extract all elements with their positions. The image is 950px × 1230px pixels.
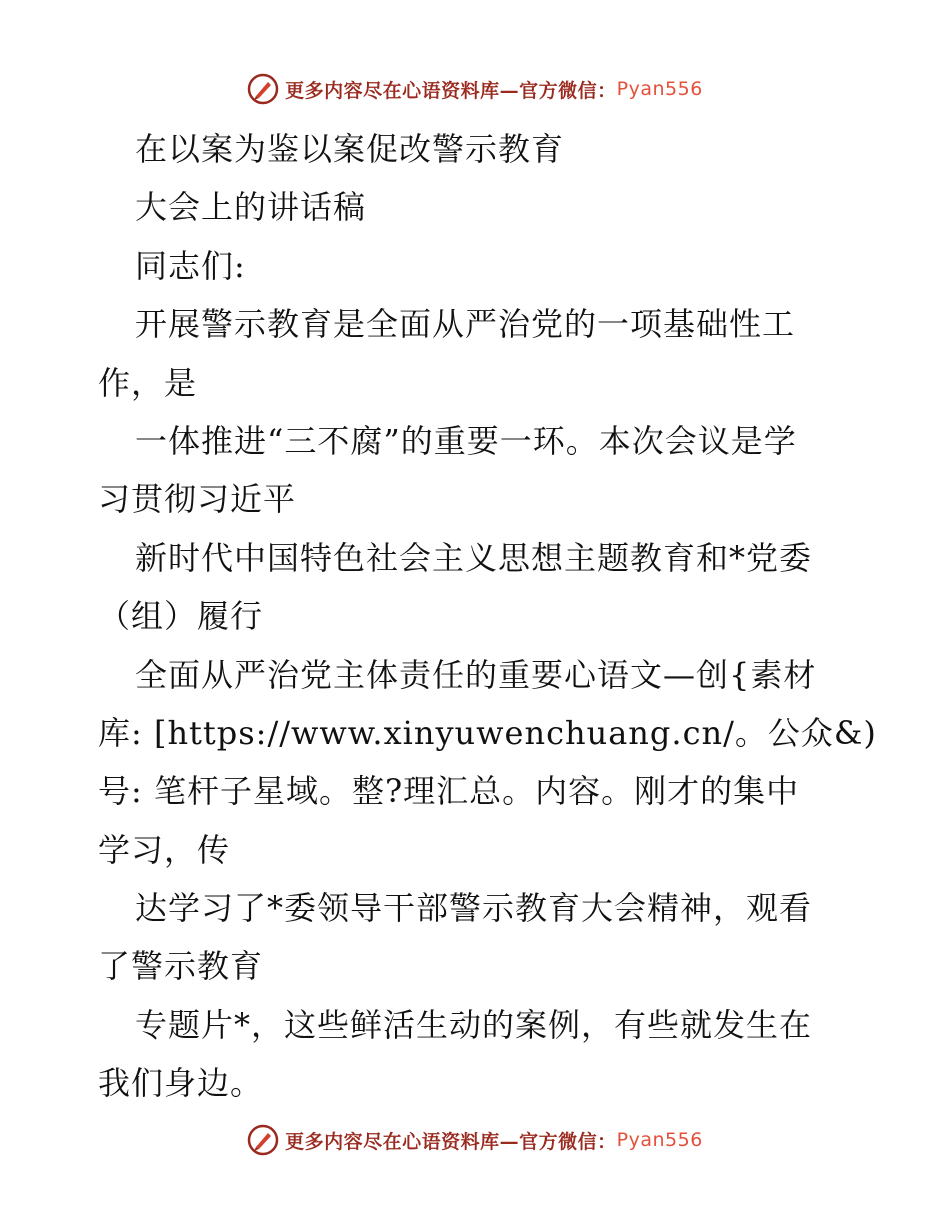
doc-line: 达学习了*委领导干部警示教育大会精神，观看 (135, 889, 813, 928)
footer-account-id: Pyan556 (616, 1129, 703, 1151)
footer-watermark-banner (0, 1122, 950, 1158)
doc-line: 作，是 (98, 363, 198, 402)
footer-brand-text: 更多内容尽在心语资料库—官方微信： (285, 1130, 617, 1153)
doc-line: 库: [https://www.xinyuwenchuang.cn/。公众&) (98, 713, 877, 752)
doc-line: 新时代中国特色社会主义思想主题教育和*党委 (135, 538, 813, 577)
doc-line: 全面从严治党主体责任的重要心语文—创{素材 (135, 655, 817, 694)
doc-line: 在以案为鉴以案促改警示教育 (135, 130, 565, 168)
document-body (98, 120, 877, 1113)
doc-line: 习贯彻习近平 (98, 480, 297, 519)
doc-line: 我们身边。 (98, 1064, 264, 1103)
doc-line: （组）履行 (98, 597, 264, 636)
pen-logo-icon (247, 1124, 279, 1156)
doc-line: 开展警示教育是全面从严治党的一项基础性工 (135, 305, 796, 344)
header-watermark-banner (0, 71, 950, 107)
pen-logo-icon (247, 73, 279, 105)
doc-line: 一体推进“三不腐”的重要一环。本次会议是学 (135, 421, 797, 460)
header-account-id: Pyan556 (616, 78, 703, 100)
doc-line: 学习，传 (98, 830, 231, 869)
doc-line: 号: 笔杆子星域。整?理汇总。内容。刚才的集中 (98, 772, 800, 811)
doc-line: 专题片*，这些鲜活生动的案例，有些就发生在 (135, 1005, 813, 1044)
header-brand-text: 更多内容尽在心语资料库—官方微信： (285, 79, 617, 102)
doc-line: 大会上的讲话稿 (135, 188, 367, 227)
doc-line: 同志们: (135, 246, 246, 285)
doc-line: 了警示教育 (98, 947, 264, 986)
